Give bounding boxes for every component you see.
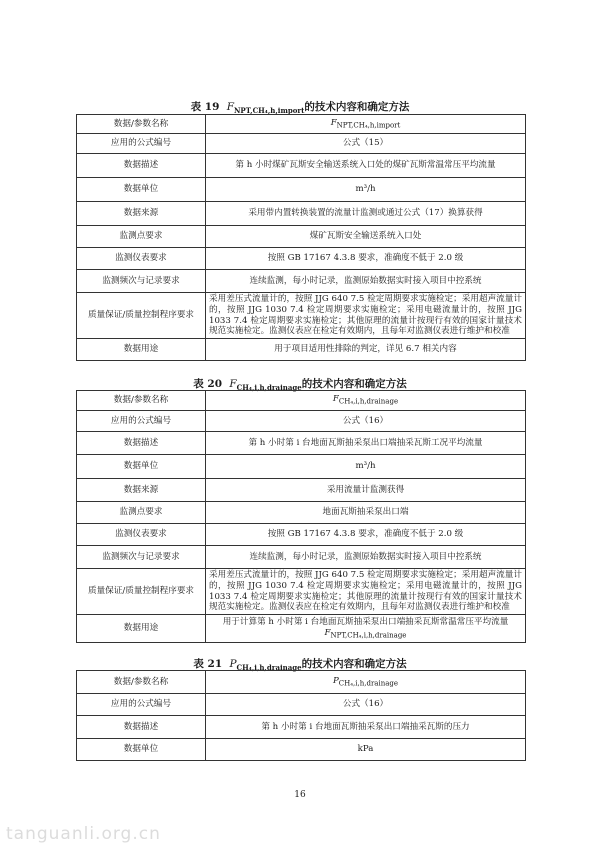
instrument-key: 监测仪表要求 bbox=[77, 524, 206, 546]
table-19-caption bbox=[0, 99, 600, 115]
param-name-value: $F_{NPT,CH_4,h,import}$ bbox=[206, 115, 526, 134]
unit-value: m³/h bbox=[206, 455, 526, 479]
table-row bbox=[77, 270, 526, 293]
caption-text: 的技术内容和确定方法 bbox=[301, 658, 407, 670]
monitoring-point-value: 煤矿瓦斯安全输送系统入口处 bbox=[206, 226, 526, 248]
monitoring-point-key: 监测点要求 bbox=[77, 226, 206, 248]
table-row bbox=[77, 178, 526, 202]
table-row bbox=[77, 694, 526, 716]
description-key: 数据描述 bbox=[77, 154, 206, 178]
usage-value: 用于计算第 h 小时第 i 台地面瓦斯抽采泵出口端抽采瓦斯常温常压平均流量 $F_{NPT,CH_4,i,h,drainage}$ bbox=[206, 615, 526, 643]
formula-key: 应用的公式编号 bbox=[77, 134, 206, 154]
frequency-key: 监测频次与记录要求 bbox=[77, 270, 206, 293]
qa-qc-value: 采用差压式流量计的，按照 JJG 640 7.5 检定周期要求实施检定；采用超声流量计的，按照 JJG 1030 7.4 检定周期要求实施检定；采用电磁流量计的，按照 JJG 1033 7.4 检定周期要求实施检定；其他原理的流量计按现行有效的国家计量技术规范实施检定。监测仪表应在检定有效期内，且每年对监测仪表进行维护和校准 bbox=[206, 293, 526, 339]
usage-value: 用于项目适用性排除的判定，详见 6.7 相关内容 bbox=[206, 339, 526, 361]
usage-key: 数据用途 bbox=[77, 615, 206, 643]
qa-qc-key: 质量保证/质量控制程序要求 bbox=[77, 569, 206, 615]
caption-subscript: CH₄,i,h,drainage bbox=[236, 383, 302, 393]
table-row bbox=[77, 546, 526, 569]
table-row bbox=[77, 202, 526, 226]
description-key: 数据描述 bbox=[77, 432, 206, 455]
table-row bbox=[77, 569, 526, 615]
table-row bbox=[77, 339, 526, 361]
unit-key: 数据单位 bbox=[77, 178, 206, 202]
param-name-key: 数据/参数名称 bbox=[77, 671, 206, 694]
param-name-value: $P_{CH_4,i,h,drainage}$ bbox=[206, 671, 526, 694]
formula-key: 应用的公式编号 bbox=[77, 694, 206, 716]
description-key: 数据描述 bbox=[77, 716, 206, 739]
formula-value: 公式（16） bbox=[206, 411, 526, 432]
table-row bbox=[77, 524, 526, 546]
table-row bbox=[77, 716, 526, 739]
formula-value: 公式（15） bbox=[206, 134, 526, 154]
caption-text: 的技术内容和确定方法 bbox=[301, 378, 407, 390]
caption-symbol: F bbox=[226, 101, 235, 113]
table-row bbox=[77, 479, 526, 502]
table-number: 表 21 bbox=[193, 658, 223, 670]
source-value: 采用流量计监测获得 bbox=[206, 479, 526, 502]
unit-value: m³/h bbox=[206, 178, 526, 202]
frequency-value: 连续监测，每小时记录，监测原始数据实时接入项目中控系统 bbox=[206, 270, 526, 293]
monitoring-point-value: 地面瓦斯抽采泵出口端 bbox=[206, 502, 526, 524]
table-row bbox=[77, 502, 526, 524]
unit-value: kPa bbox=[206, 739, 526, 761]
table-number: 表 20 bbox=[193, 378, 223, 390]
table-row bbox=[77, 671, 526, 694]
qa-qc-value: 采用差压式流量计的，按照 JJG 640 7.5 检定周期要求实施检定；采用超声流量计的，按照 JJG 1030 7.4 检定周期要求实施检定；采用电磁流量计的，按照 JJG 1033 7.4 检定周期要求实施检定；其他原理的流量计按现行有效的国家计量技术规范实施检定。监测仪表应在检定有效期内，且每年对监测仪表进行维护和校准 bbox=[206, 569, 526, 615]
description-value: 第 h 小时第 i 台地面瓦斯抽采泵出口端抽采瓦斯工况平均流量 bbox=[206, 432, 526, 455]
formula-key: 应用的公式编号 bbox=[77, 411, 206, 432]
caption-symbol: P bbox=[229, 658, 237, 670]
frequency-value: 连续监测，每小时记录，监测原始数据实时接入项目中控系统 bbox=[206, 546, 526, 569]
table-row bbox=[77, 391, 526, 411]
caption-text: 的技术内容和确定方法 bbox=[304, 101, 410, 113]
table-row bbox=[77, 226, 526, 248]
formula-value: 公式（16） bbox=[206, 694, 526, 716]
source-key: 数据来源 bbox=[77, 479, 206, 502]
watermark: tanguanli.org.cn bbox=[6, 824, 161, 844]
caption-subscript: NPT,CH₄,h,import bbox=[234, 106, 305, 116]
unit-key: 数据单位 bbox=[77, 739, 206, 761]
frequency-key: 监测频次与记录要求 bbox=[77, 546, 206, 569]
table-row bbox=[77, 432, 526, 455]
instrument-value: 按照 GB 17167 4.3.8 要求，准确度不低于 2.0 级 bbox=[206, 524, 526, 546]
table-row bbox=[77, 739, 526, 761]
instrument-value: 按照 GB 17167 4.3.8 要求，准确度不低于 2.0 级 bbox=[206, 248, 526, 270]
usage-key: 数据用途 bbox=[77, 339, 206, 361]
instrument-key: 监测仪表要求 bbox=[77, 248, 206, 270]
description-value: 第 h 小时第 i 台地面瓦斯抽采泵出口端抽采瓦斯的压力 bbox=[206, 716, 526, 739]
table-row bbox=[77, 411, 526, 432]
monitoring-point-key: 监测点要求 bbox=[77, 502, 206, 524]
table-row bbox=[77, 455, 526, 479]
caption-symbol: F bbox=[229, 378, 237, 390]
table-21 bbox=[76, 670, 526, 761]
source-value: 采用带内置转换装置的流量计监测或通过公式（17）换算获得 bbox=[206, 202, 526, 226]
source-key: 数据来源 bbox=[77, 202, 206, 226]
unit-key: 数据单位 bbox=[77, 455, 206, 479]
caption-subscript: CH₄,i,h,drainage bbox=[236, 663, 302, 673]
table-row bbox=[77, 115, 526, 134]
table-20 bbox=[76, 390, 526, 643]
table-row bbox=[77, 154, 526, 178]
page-number: 16 bbox=[294, 790, 306, 800]
table-row bbox=[77, 134, 526, 154]
param-name-value: $F_{CH_4,i,h,drainage}$ bbox=[206, 391, 526, 411]
table-row bbox=[77, 615, 526, 643]
table-19 bbox=[76, 114, 526, 361]
param-name-key: 数据/参数名称 bbox=[77, 115, 206, 134]
param-name-key: 数据/参数名称 bbox=[77, 391, 206, 411]
table-row bbox=[77, 248, 526, 270]
table-row bbox=[77, 293, 526, 339]
table-number: 表 19 bbox=[190, 101, 220, 113]
description-value: 第 h 小时煤矿瓦斯安全输送系统入口处的煤矿瓦斯常温常压平均流量 bbox=[206, 154, 526, 178]
qa-qc-key: 质量保证/质量控制程序要求 bbox=[77, 293, 206, 339]
